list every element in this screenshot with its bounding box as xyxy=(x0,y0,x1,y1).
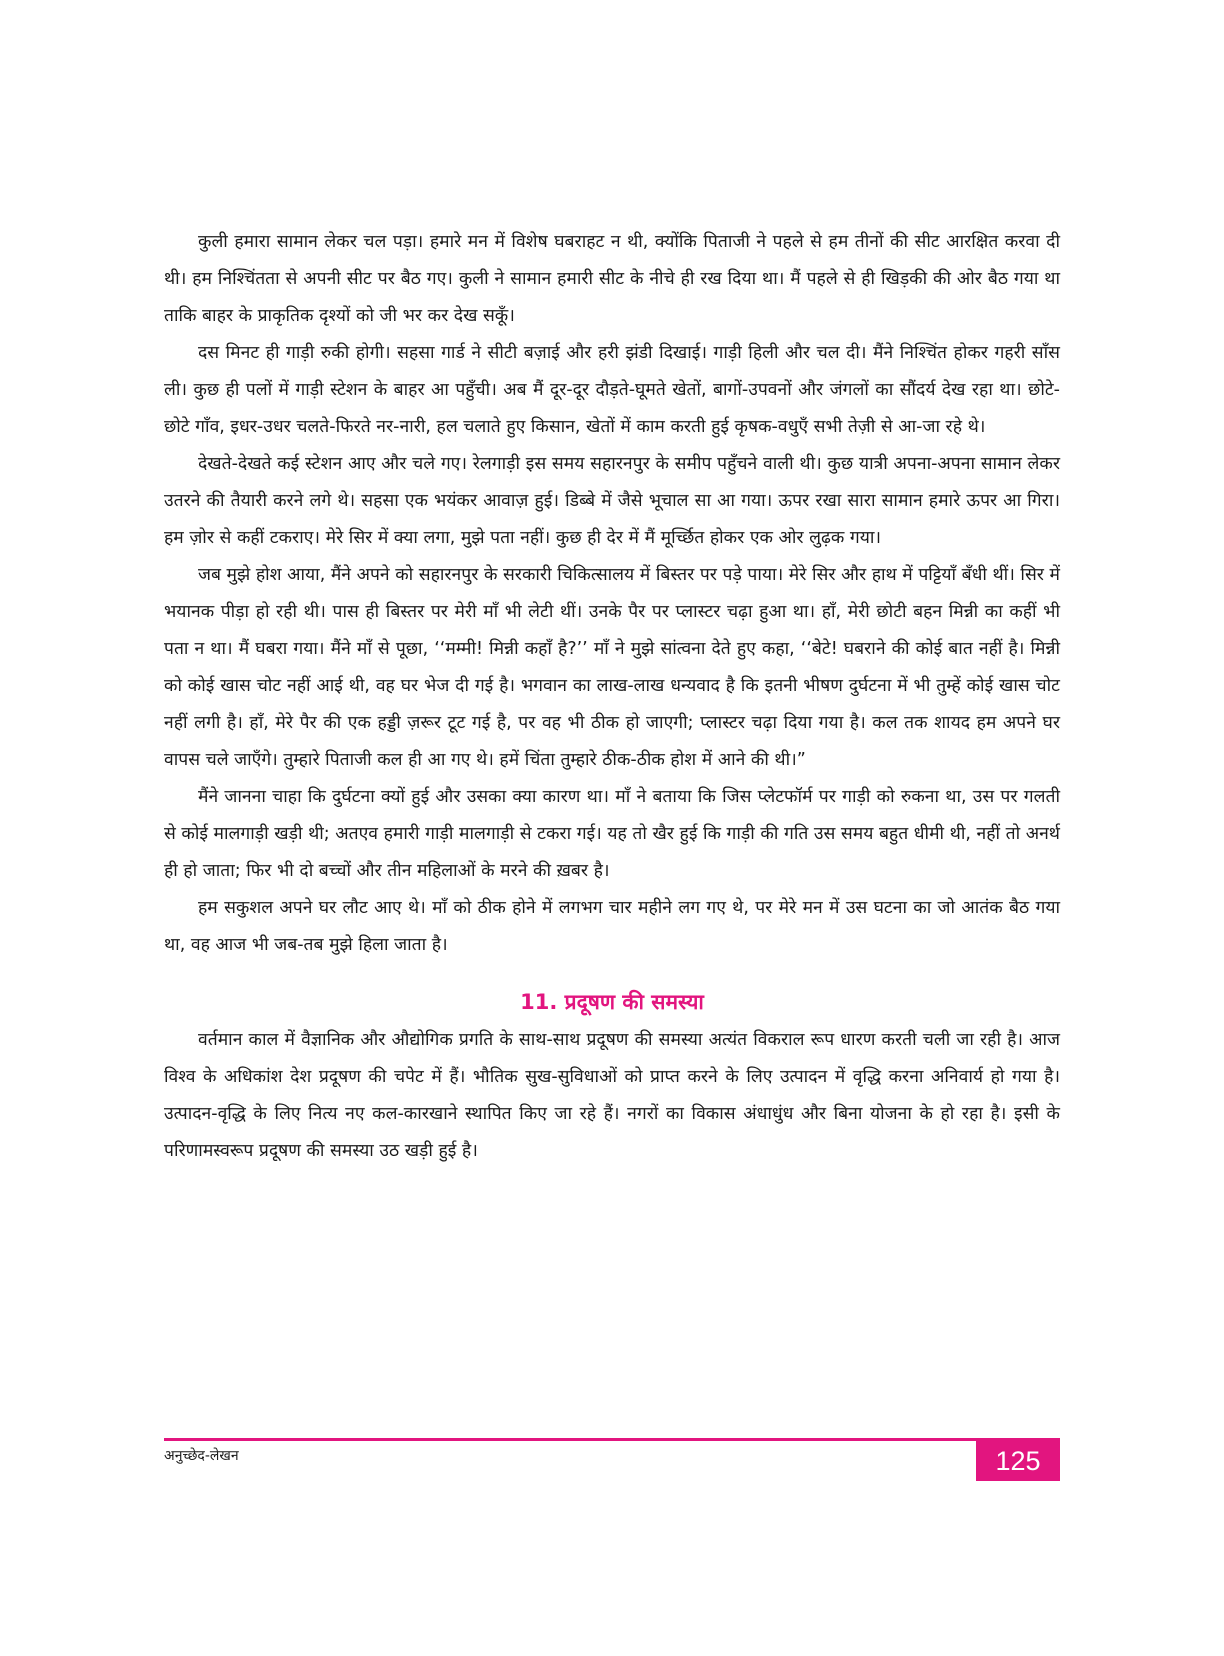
body-paragraph-6: हम सकुशल अपने घर लौट आए थे। माँ को ठीक होने में लगभग चार महीने लग गए थे, पर मेरे मन में उस घटना का जो आतंक बैठ गया था, वह आज भी जब-तब मुझे हिला जाता है। xyxy=(164,898,1060,955)
body-paragraph-2: दस मिनट ही गाड़ी रुकी होगी। सहसा गार्ड ने सीटी बज़ाई और हरी झंडी दिखाई। गाड़ी हिली और चल दी। मैंने निश्चिंत होकर गहरी साँस ली। कुछ ही पलों में गाड़ी स्टेशन के बाहर आ पहुँची। अब मैं दूर-दूर दौड़ते-घूमते खेतों, बागों-उपवनों और जंगलों का सौंदर्य देख रहा था। छोटे-छोटे गाँव, इधर-उधर चलते-फिरते नर-नारी, हल चलाते हुए किसान, खेतों में काम करती हुई कृषक-वधुएँ सभी तेज़ी से आ-जा रहे थे। xyxy=(164,343,1060,437)
section-heading: 11. प्रदूषण की समस्या xyxy=(520,990,704,1014)
body-paragraph-5: मैंने जानना चाहा कि दुर्घटना क्यों हुई और उसका क्या कारण था। माँ ने बताया कि जिस प्लेटफॉर्म पर गाड़ी को रुकना था, उस पर गलती से कोई मालगाड़ी खड़ी थी; अतएव हमारी गाड़ी मालगाड़ी से टकरा गई। यह तो खैर हुई कि गाड़ी की गति उस समय बहुत धीमी थी, नहीं तो अनर्थ ही हो जाता; फिर भी दो बच्चों और तीन महिलाओं के मरने की ख़बर है। xyxy=(164,787,1060,881)
page-content xyxy=(164,224,1060,1170)
section-paragraph: वर्तमान काल में वैज्ञानिक और औद्योगिक प्रगति के साथ-साथ प्रदूषण की समस्या अत्यंत विकराल रूप धारण करती चली जा रही है। आज विश्व के अधिकांश देश प्रदूषण की चपेट में हैं। भौतिक सुख-सुविधाओं को प्राप्त करने के लिए उत्पादन में वृद्धि करना अनिवार्य हो गया है। उत्पादन-वृद्धि के लिए नित्य नए कल-कारखाने स्थापित किए जा रहे हैं। नगरों का विकास अंधाधुंध और बिना योजना के हो रहा है। इसी के परिणामस्वरूप प्रदूषण की समस्या उठ खड़ी हुई है। xyxy=(164,1030,1061,1161)
body-paragraph-3: देखते-देखते कई स्टेशन आए और चले गए। रेलगाड़ी इस समय सहारनपुर के समीप पहुँचने वाली थी। कुछ यात्री अपना-अपना सामान लेकर उतरने की तैयारी करने लगे थे। सहसा एक भयंकर आवाज़ हुई। डिब्बे में जैसे भूचाल सा आ गया। ऊपर रखा सारा सामान हमारे ऊपर आ गिरा। हम ज़ोर से कहीं टकराए। मेरे सिर में क्या लगा, मुझे पता नहीं। कुछ ही देर में मैं मूर्च्छित होकर एक ओर लुढ़क गया। xyxy=(164,454,1060,548)
body-paragraph-1: कुली हमारा सामान लेकर चल पड़ा। हमारे मन में विशेष घबराहट न थी, क्योंकि पिताजी ने पहले से हम तीनों की सीट आरक्षित करवा दी थी। हम निश्चिंतता से अपनी सीट पर बैठ गए। कुली ने सामान हमारी सीट के नीचे ही रख दिया था। मैं पहले से ही खिड़की की ओर बैठ गया था ताकि बाहर के प्राकृतिक दृश्यों को जी भर कर देख सकूँ। xyxy=(164,232,1060,326)
page-number-badge: 125 xyxy=(976,1441,1060,1481)
footer-label: अनुच्छेद-लेखन xyxy=(164,1448,239,1464)
footer-divider xyxy=(164,1438,1060,1441)
body-paragraph-4: जब मुझे होश आया, मैंने अपने को सहारनपुर के सरकारी चिकित्सालय में बिस्तर पर पड़े पाया। मेरे सिर और हाथ में पट्टियाँ बँधी थीं। सिर में भयानक पीड़ा हो रही थी। पास ही बिस्तर पर मेरी माँ भी लेटी थीं। उनके पैर पर प्लास्टर चढ़ा हुआ था। हाँ, मेरी छोटी बहन मिन्नी का कहीं भी पता न था। मैं घबरा गया। मैंने माँ से पूछा, ‘‘मम्मी! मिन्नी कहाँ है?’’ माँ ने मुझे सांत्वना देते हुए कहा, ‘‘बेटे! घबराने की कोई बात नहीं है। मिन्नी को कोई खास चोट नहीं आई थी, वह घर भेज दी गई है। भगवान का लाख-लाख धन्यवाद है कि इतनी भीषण दुर्घटना में भी तुम्हें कोई खास चोट नहीं लगी है। हाँ, मेरे पैर की एक हड्डी ज़रूर टूट गई है, पर वह भी ठीक हो जाएगी; प्लास्टर चढ़ा दिया गया है। कल तक शायद हम अपने घर वापस चले जाएँगे। तुम्हारे पिताजी कल ही आ गए थे। हमें चिंता तुम्हारे ठीक-ठीक होश में आने की थी।” xyxy=(164,565,1060,770)
